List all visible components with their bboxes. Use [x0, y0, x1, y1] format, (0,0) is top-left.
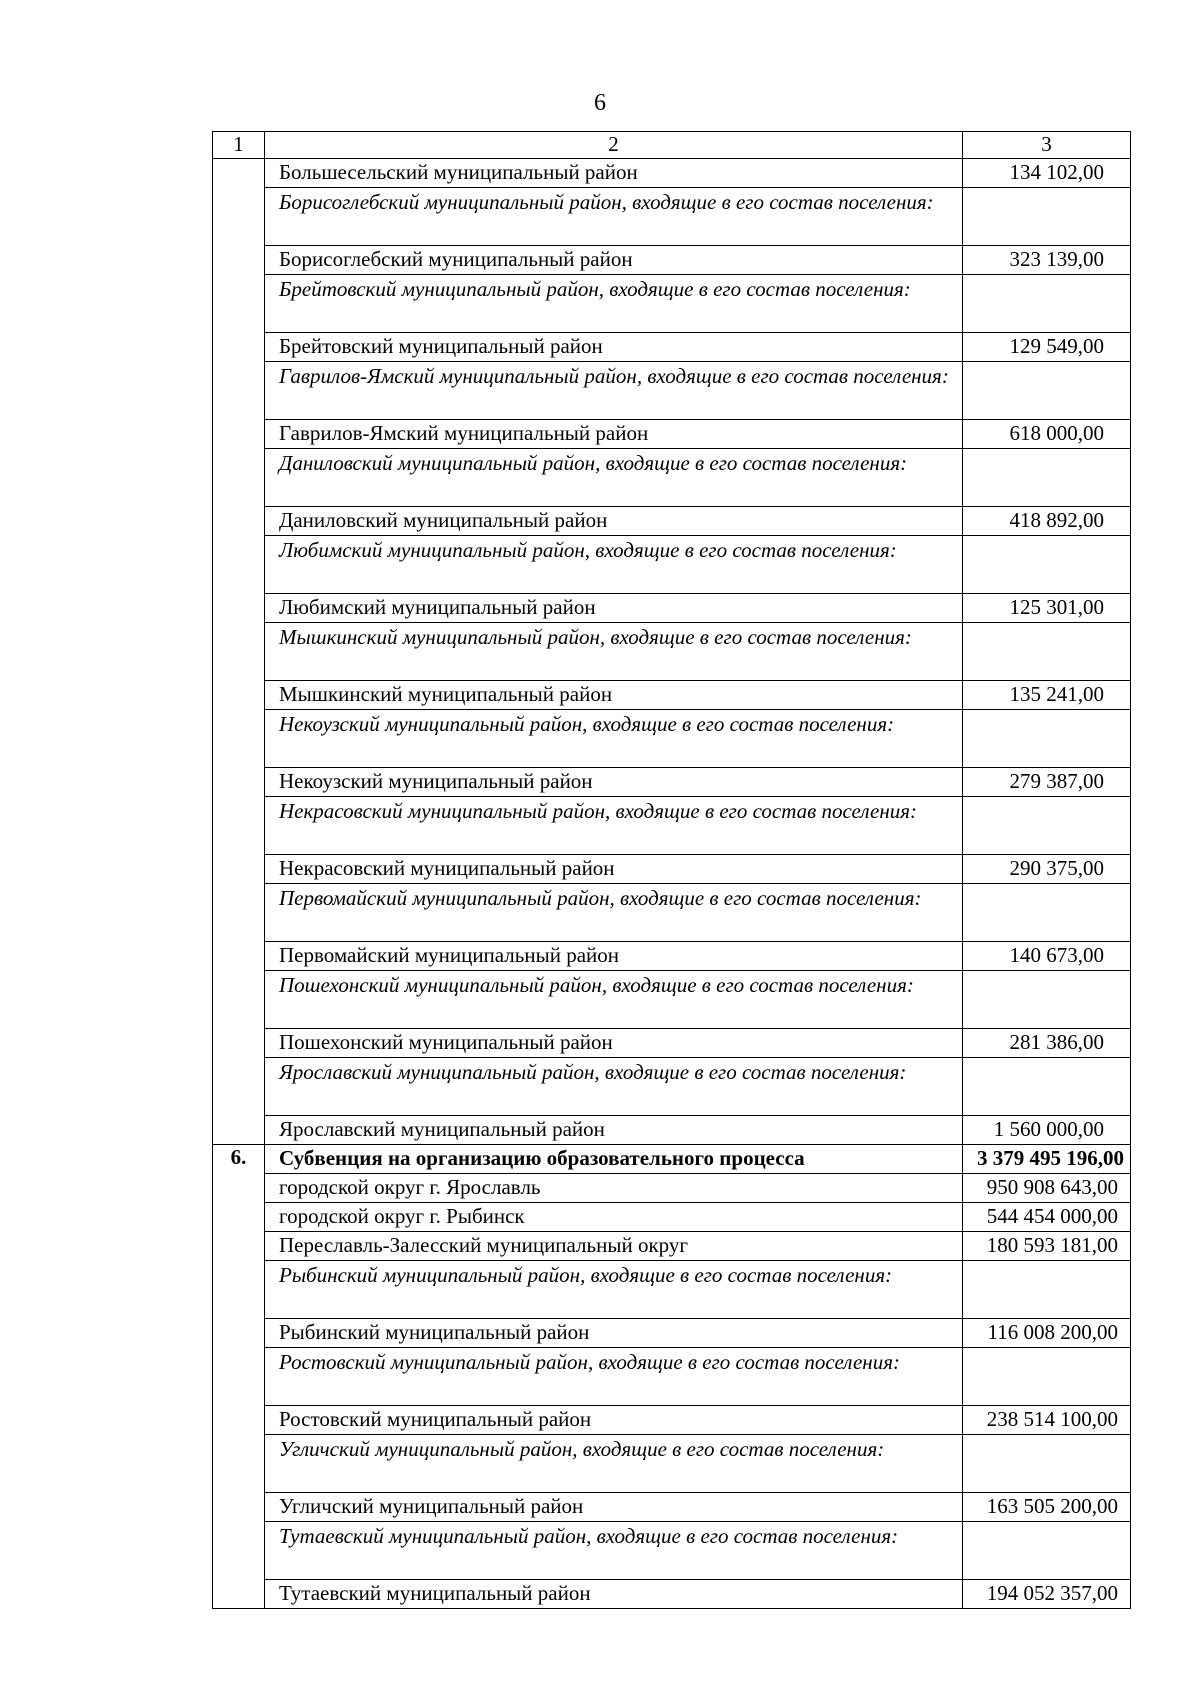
table-row [213, 768, 1131, 797]
row-name: Ростовский муниципальный район [265, 1406, 963, 1435]
row-amount [963, 1522, 1131, 1580]
table-row [213, 1261, 1131, 1319]
row-name: Некрасовский муниципальный район [265, 855, 963, 884]
row-number [213, 1232, 265, 1261]
table-row [213, 246, 1131, 275]
header-col-2: 2 [265, 132, 963, 159]
row-number: 6. [213, 1145, 265, 1174]
row-name: Тутаевский муниципальный район [265, 1580, 963, 1609]
row-name: Некоузский муниципальный район [265, 768, 963, 797]
row-number [213, 1319, 265, 1348]
row-amount [963, 623, 1131, 681]
row-amount: 194 052 357,00 [963, 1580, 1131, 1609]
row-amount: 290 375,00 [963, 855, 1131, 884]
row-number [213, 681, 265, 710]
table-row [213, 507, 1131, 536]
row-number [213, 1348, 265, 1406]
row-number [213, 449, 265, 507]
table-row [213, 1580, 1131, 1609]
row-amount [963, 449, 1131, 507]
budget-table-body [213, 132, 1131, 1609]
row-amount [963, 1348, 1131, 1406]
budget-table [212, 131, 1131, 1609]
row-number [213, 1435, 265, 1493]
table-row [213, 1493, 1131, 1522]
row-amount: 116 008 200,00 [963, 1319, 1131, 1348]
row-name: городской округ г. Рыбинск [265, 1203, 963, 1232]
row-number [213, 507, 265, 536]
row-number [213, 1203, 265, 1232]
row-amount [963, 1261, 1131, 1319]
row-amount [963, 710, 1131, 768]
table-row [213, 1406, 1131, 1435]
row-amount: 279 387,00 [963, 768, 1131, 797]
row-amount: 125 301,00 [963, 594, 1131, 623]
row-amount: 238 514 100,00 [963, 1406, 1131, 1435]
table-row [213, 188, 1131, 246]
row-name: Некрасовский муниципальный район, входящие в его состав поселения: [265, 797, 963, 855]
row-number [213, 1522, 265, 1580]
row-number [213, 594, 265, 623]
row-number [213, 971, 265, 1029]
row-name: Угличский муниципальный район [265, 1493, 963, 1522]
row-amount [963, 275, 1131, 333]
table-row [213, 710, 1131, 768]
row-amount: 1 560 000,00 [963, 1116, 1131, 1145]
table-row [213, 681, 1131, 710]
table-row [213, 1435, 1131, 1493]
row-name: Рыбинский муниципальный район, входящие в его состав поселения: [265, 1261, 963, 1319]
row-name: Некоузский муниципальный район, входящие в его состав поселения: [265, 710, 963, 768]
row-amount: 323 139,00 [963, 246, 1131, 275]
table-row [213, 942, 1131, 971]
row-number [213, 1406, 265, 1435]
row-number [213, 768, 265, 797]
row-number [213, 1029, 265, 1058]
table-row [213, 971, 1131, 1029]
row-name: Гаврилов-Ямский муниципальный район [265, 420, 963, 449]
row-name: Угличский муниципальный район, входящие в его состав поселения: [265, 1435, 963, 1493]
table-row [213, 884, 1131, 942]
table-row [213, 333, 1131, 362]
header-col-1: 1 [213, 132, 265, 159]
row-name: Брейтовский муниципальный район [265, 333, 963, 362]
row-number [213, 1116, 265, 1145]
row-name: Мышкинский муниципальный район [265, 681, 963, 710]
table-row [213, 1319, 1131, 1348]
table-row [213, 449, 1131, 507]
row-name: Тутаевский муниципальный район, входящие в его состав поселения: [265, 1522, 963, 1580]
row-amount [963, 536, 1131, 594]
row-number [213, 1261, 265, 1319]
row-number [213, 855, 265, 884]
row-name: Рыбинский муниципальный район [265, 1319, 963, 1348]
row-amount [963, 362, 1131, 420]
table-row [213, 1232, 1131, 1261]
row-number [213, 536, 265, 594]
table-row [213, 1348, 1131, 1406]
row-number [213, 1174, 265, 1203]
row-amount: 950 908 643,00 [963, 1174, 1131, 1203]
row-amount: 281 386,00 [963, 1029, 1131, 1058]
row-number [213, 623, 265, 681]
row-number [213, 942, 265, 971]
row-name: Пошехонский муниципальный район, входящие в его состав поселения: [265, 971, 963, 1029]
row-amount [963, 1058, 1131, 1116]
table-row [213, 1145, 1131, 1174]
table-row [213, 1116, 1131, 1145]
row-name: Гаврилов-Ямский муниципальный район, входящие в его состав поселения: [265, 362, 963, 420]
row-amount: 134 102,00 [963, 159, 1131, 188]
row-amount: 163 505 200,00 [963, 1493, 1131, 1522]
row-number [213, 884, 265, 942]
table-row [213, 275, 1131, 333]
table-row [213, 536, 1131, 594]
row-name: Даниловский муниципальный район, входящие в его состав поселения: [265, 449, 963, 507]
row-name: Пошехонский муниципальный район [265, 1029, 963, 1058]
row-number [213, 1580, 265, 1609]
row-amount: 180 593 181,00 [963, 1232, 1131, 1261]
row-name: Большесельский муниципальный район [265, 159, 963, 188]
table-row [213, 159, 1131, 188]
row-number [213, 1493, 265, 1522]
row-number [213, 188, 265, 246]
table-row [213, 594, 1131, 623]
table-row [213, 420, 1131, 449]
page-number: 6 [594, 90, 606, 116]
row-name: городской округ г. Ярославль [265, 1174, 963, 1203]
row-name: Любимский муниципальный район [265, 594, 963, 623]
table-row [213, 1522, 1131, 1580]
row-number [213, 1058, 265, 1116]
row-number [213, 797, 265, 855]
table-header-row [213, 132, 1131, 159]
header-col-3: 3 [963, 132, 1131, 159]
row-amount [963, 884, 1131, 942]
table-row [213, 1203, 1131, 1232]
row-name: Брейтовский муниципальный район, входящие в его состав поселения: [265, 275, 963, 333]
row-number [213, 275, 265, 333]
row-number [213, 159, 265, 188]
table-row [213, 1058, 1131, 1116]
row-number [213, 420, 265, 449]
row-name: Субвенция на организацию образовательного процесса [265, 1145, 963, 1174]
row-amount: 618 000,00 [963, 420, 1131, 449]
row-amount: 140 673,00 [963, 942, 1131, 971]
row-number [213, 710, 265, 768]
table-row [213, 1174, 1131, 1203]
row-name: Борисоглебский муниципальный район [265, 246, 963, 275]
row-amount [963, 188, 1131, 246]
row-number [213, 333, 265, 362]
table-row [213, 797, 1131, 855]
row-name: Любимский муниципальный район, входящие в его состав поселения: [265, 536, 963, 594]
table-row [213, 855, 1131, 884]
row-name: Первомайский муниципальный район [265, 942, 963, 971]
table-row [213, 1029, 1131, 1058]
table-row [213, 623, 1131, 681]
row-name: Ростовский муниципальный район, входящие в его состав поселения: [265, 1348, 963, 1406]
row-name: Первомайский муниципальный район, входящие в его состав поселения: [265, 884, 963, 942]
row-amount: 129 549,00 [963, 333, 1131, 362]
row-name: Борисоглебский муниципальный район, входящие в его состав поселения: [265, 188, 963, 246]
row-name: Мышкинский муниципальный район, входящие в его состав поселения: [265, 623, 963, 681]
row-name: Даниловский муниципальный район [265, 507, 963, 536]
row-number [213, 362, 265, 420]
row-amount [963, 797, 1131, 855]
row-name: Ярославский муниципальный район, входящие в его состав поселения: [265, 1058, 963, 1116]
row-name: Переславль-Залесский муниципальный округ [265, 1232, 963, 1261]
row-amount: 418 892,00 [963, 507, 1131, 536]
row-amount: 544 454 000,00 [963, 1203, 1131, 1232]
row-amount [963, 1435, 1131, 1493]
row-amount [963, 971, 1131, 1029]
row-amount: 135 241,00 [963, 681, 1131, 710]
row-number [213, 246, 265, 275]
table-row [213, 362, 1131, 420]
row-name: Ярославский муниципальный район [265, 1116, 963, 1145]
row-amount: 3 379 495 196,00 [963, 1145, 1131, 1174]
